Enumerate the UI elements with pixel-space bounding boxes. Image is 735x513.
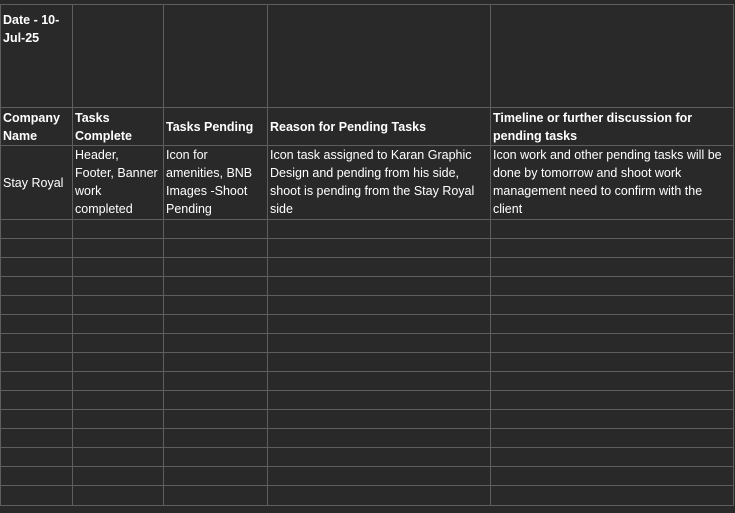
tasks-pending-cell[interactable]: Icon for amenities, BNB Images -Shoot Pending: [164, 146, 268, 220]
timeline-cell[interactable]: Icon work and other pending tasks will be done by tomorrow and shoot work management need to confirm with the client: [491, 146, 734, 220]
empty-cell[interactable]: [491, 353, 734, 372]
empty-cell[interactable]: [164, 353, 268, 372]
table-row: [1, 146, 734, 220]
empty-cell[interactable]: [268, 277, 491, 296]
empty-cell[interactable]: [268, 239, 491, 258]
empty-row: [1, 448, 734, 467]
empty-cell[interactable]: [491, 315, 734, 334]
empty-cell[interactable]: [164, 467, 268, 486]
empty-cell[interactable]: [164, 239, 268, 258]
empty-cell[interactable]: [268, 220, 491, 239]
empty-cell[interactable]: [1, 372, 73, 391]
reason-cell[interactable]: Icon task assigned to Karan Graphic Design and pending from his side, shoot is pending from the Stay Royal side: [268, 146, 491, 220]
empty-cell[interactable]: [491, 410, 734, 429]
empty-cell[interactable]: [1, 467, 73, 486]
company-cell[interactable]: Stay Royal: [1, 146, 73, 220]
empty-cell[interactable]: [268, 448, 491, 467]
empty-cell[interactable]: [164, 220, 268, 239]
empty-cell[interactable]: [1, 277, 73, 296]
empty-cell[interactable]: [164, 429, 268, 448]
empty-cell[interactable]: [491, 448, 734, 467]
empty-cell[interactable]: [491, 391, 734, 410]
empty-cell[interactable]: [491, 239, 734, 258]
empty-cell[interactable]: [1, 448, 73, 467]
header-row: [1, 108, 734, 146]
empty-row: [1, 277, 734, 296]
empty-cell[interactable]: [73, 220, 164, 239]
empty-cell[interactable]: [164, 448, 268, 467]
empty-cell[interactable]: [73, 5, 164, 108]
empty-row: [1, 391, 734, 410]
empty-row: [1, 315, 734, 334]
empty-row: [1, 486, 734, 506]
empty-cell[interactable]: [268, 410, 491, 429]
empty-row: [1, 258, 734, 277]
empty-cell[interactable]: [73, 334, 164, 353]
empty-cell[interactable]: [268, 315, 491, 334]
empty-cell[interactable]: [1, 486, 73, 506]
empty-cell[interactable]: [73, 448, 164, 467]
empty-cell[interactable]: [268, 372, 491, 391]
empty-cell[interactable]: [164, 391, 268, 410]
empty-cell[interactable]: [164, 296, 268, 315]
empty-cell[interactable]: [73, 429, 164, 448]
empty-row: [1, 410, 734, 429]
empty-cell[interactable]: [1, 410, 73, 429]
empty-cell[interactable]: [164, 334, 268, 353]
empty-cell[interactable]: [73, 486, 164, 506]
empty-row: [1, 334, 734, 353]
empty-cell[interactable]: [73, 296, 164, 315]
header-timeline[interactable]: Timeline or further discussion for pending tasks: [491, 108, 734, 146]
empty-cell[interactable]: [268, 258, 491, 277]
empty-row: [1, 467, 734, 486]
empty-cell[interactable]: [73, 467, 164, 486]
empty-cell[interactable]: [491, 429, 734, 448]
empty-cell[interactable]: [491, 258, 734, 277]
empty-row: [1, 372, 734, 391]
empty-cell[interactable]: [268, 353, 491, 372]
empty-cell[interactable]: [1, 334, 73, 353]
empty-cell[interactable]: [1, 315, 73, 334]
empty-cell[interactable]: [491, 467, 734, 486]
empty-cell[interactable]: [268, 5, 491, 108]
empty-cell[interactable]: [1, 429, 73, 448]
empty-cell[interactable]: [164, 372, 268, 391]
empty-cell[interactable]: [268, 486, 491, 506]
spreadsheet-grid: [0, 4, 734, 506]
empty-cell[interactable]: [164, 486, 268, 506]
empty-rows: [1, 220, 734, 506]
empty-cell[interactable]: [268, 296, 491, 315]
title-row: [1, 5, 734, 108]
empty-row: [1, 220, 734, 239]
header-company-name[interactable]: Company Name: [1, 108, 73, 146]
empty-cell[interactable]: [73, 277, 164, 296]
empty-cell[interactable]: [73, 391, 164, 410]
empty-cell[interactable]: [1, 220, 73, 239]
empty-cell[interactable]: [491, 372, 734, 391]
empty-cell[interactable]: [73, 410, 164, 429]
empty-cell[interactable]: [491, 296, 734, 315]
empty-cell[interactable]: [491, 220, 734, 239]
header-tasks-pending[interactable]: Tasks Pending: [164, 108, 268, 146]
empty-cell[interactable]: [1, 239, 73, 258]
empty-cell[interactable]: [268, 391, 491, 410]
empty-row: [1, 353, 734, 372]
empty-cell[interactable]: [491, 486, 734, 506]
empty-row: [1, 296, 734, 315]
date-title-cell[interactable]: Date - 10-Jul-25: [1, 5, 73, 108]
empty-cell[interactable]: [73, 315, 164, 334]
empty-cell[interactable]: [491, 334, 734, 353]
empty-cell[interactable]: [164, 277, 268, 296]
empty-cell[interactable]: [268, 334, 491, 353]
empty-cell[interactable]: [73, 372, 164, 391]
empty-cell[interactable]: [164, 258, 268, 277]
empty-cell[interactable]: [1, 258, 73, 277]
empty-cell[interactable]: [1, 391, 73, 410]
empty-cell[interactable]: [73, 353, 164, 372]
empty-row: [1, 429, 734, 448]
header-tasks-complete[interactable]: Tasks Complete: [73, 108, 164, 146]
empty-cell[interactable]: [73, 239, 164, 258]
empty-cell[interactable]: [164, 410, 268, 429]
empty-cell[interactable]: [491, 5, 734, 108]
header-reason[interactable]: Reason for Pending Tasks: [268, 108, 491, 146]
empty-cell[interactable]: [268, 429, 491, 448]
empty-row: [1, 239, 734, 258]
empty-cell[interactable]: [1, 353, 73, 372]
empty-cell[interactable]: [73, 258, 164, 277]
empty-cell[interactable]: [164, 5, 268, 108]
tasks-complete-cell[interactable]: Header, Footer, Banner work completed: [73, 146, 164, 220]
empty-cell[interactable]: [1, 296, 73, 315]
empty-cell[interactable]: [164, 315, 268, 334]
empty-cell[interactable]: [491, 277, 734, 296]
empty-cell[interactable]: [268, 467, 491, 486]
